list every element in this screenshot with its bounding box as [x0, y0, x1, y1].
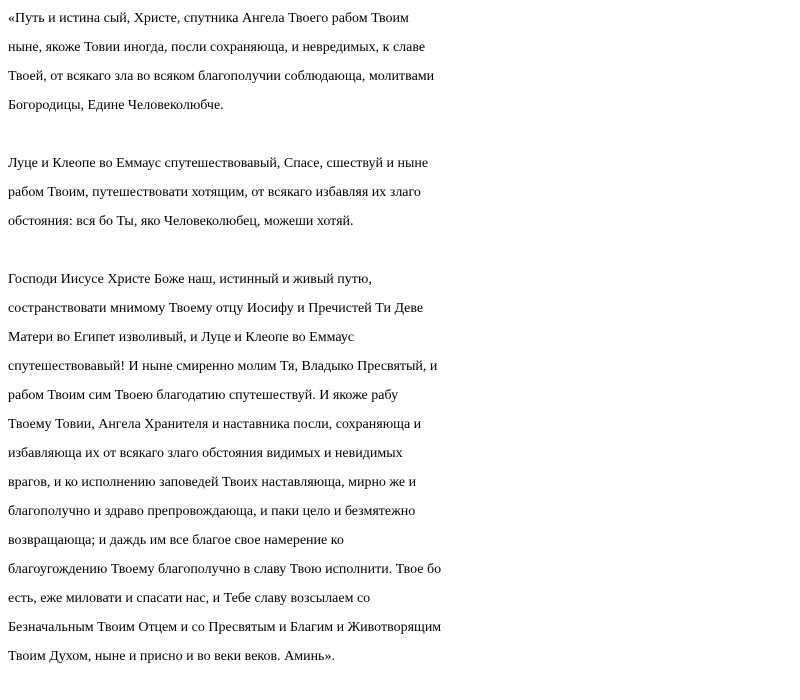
text-line: врагов, и ко исполнению заповедей Твоих наставляюща, мирно же и: [8, 475, 417, 490]
paragraph-1: [8, 4, 798, 120]
text-line: рабом Твоим, путешествовати хотящим, от всякаго избавляя их злаго: [8, 185, 421, 200]
text-line: возвращающа; и даждь им все благое свое намерение ко: [8, 533, 344, 548]
text-line: Господи Иисусе Христе Боже наш, истинный и живый путю,: [8, 272, 372, 287]
text-line: «Путь и истина сый, Христе, спутника Ангела Твоего рабом Твоим: [8, 11, 409, 26]
text-line: Твоему Товии, Ангела Хранителя и наставника посли, сохраняюща и: [8, 417, 422, 432]
text-line: Матери во Египет изволивый, и Луце и Клеопе во Еммаус: [8, 330, 355, 345]
text-line: Твоей, от всякаго зла во всяком благополучии соблюдающа, молитвами: [8, 69, 435, 84]
text-line: спутешествовавый! И ныне смиренно молим Тя, Владыко Пресвятый, и: [8, 359, 438, 374]
paragraph-2: [8, 149, 798, 236]
text-line: рабом Твоим сим Твоею благодатию спутешествуй. И якоже рабу: [8, 388, 399, 403]
text-line: Безначальным Твоим Отцем и со Пресвятым и Благим и Животворящим: [8, 620, 442, 635]
text-line: благоугождению Твоему благополучно в славу Твою исполнити. Твое бо: [8, 562, 442, 577]
text-line: обстояния: вся бо Ты, яко Человеколюбец, можеши хотяй.: [8, 214, 354, 229]
text-line: избавляюща их от всякаго злаго обстояния видимых и невидимых: [8, 446, 403, 461]
text-line: Твоим Духом, ныне и присно и во веки веков. Аминь».: [8, 649, 335, 664]
prayer-document: [8, 4, 798, 700]
text-line: состранствовати мнимому Твоему отцу Иосифу и Пречистей Ти Деве: [8, 301, 424, 316]
text-line: Богородицы, Едине Человеколюбче.: [8, 98, 224, 113]
text-line: есть, еже миловати и спасати нас, и Тебе славу возсылаем со: [8, 591, 371, 606]
text-line: Луце и Клеопе во Еммаус спутешествовавый, Спасе, сшествуй и ныне: [8, 156, 429, 171]
text-line: благополучно и здраво препровождающа, и паки цело и безмятежно: [8, 504, 416, 519]
paragraph-3: [8, 265, 798, 671]
text-line: ныне, якоже Товии иногда, посли сохраняюща, и невредимых, к славе: [8, 40, 426, 55]
